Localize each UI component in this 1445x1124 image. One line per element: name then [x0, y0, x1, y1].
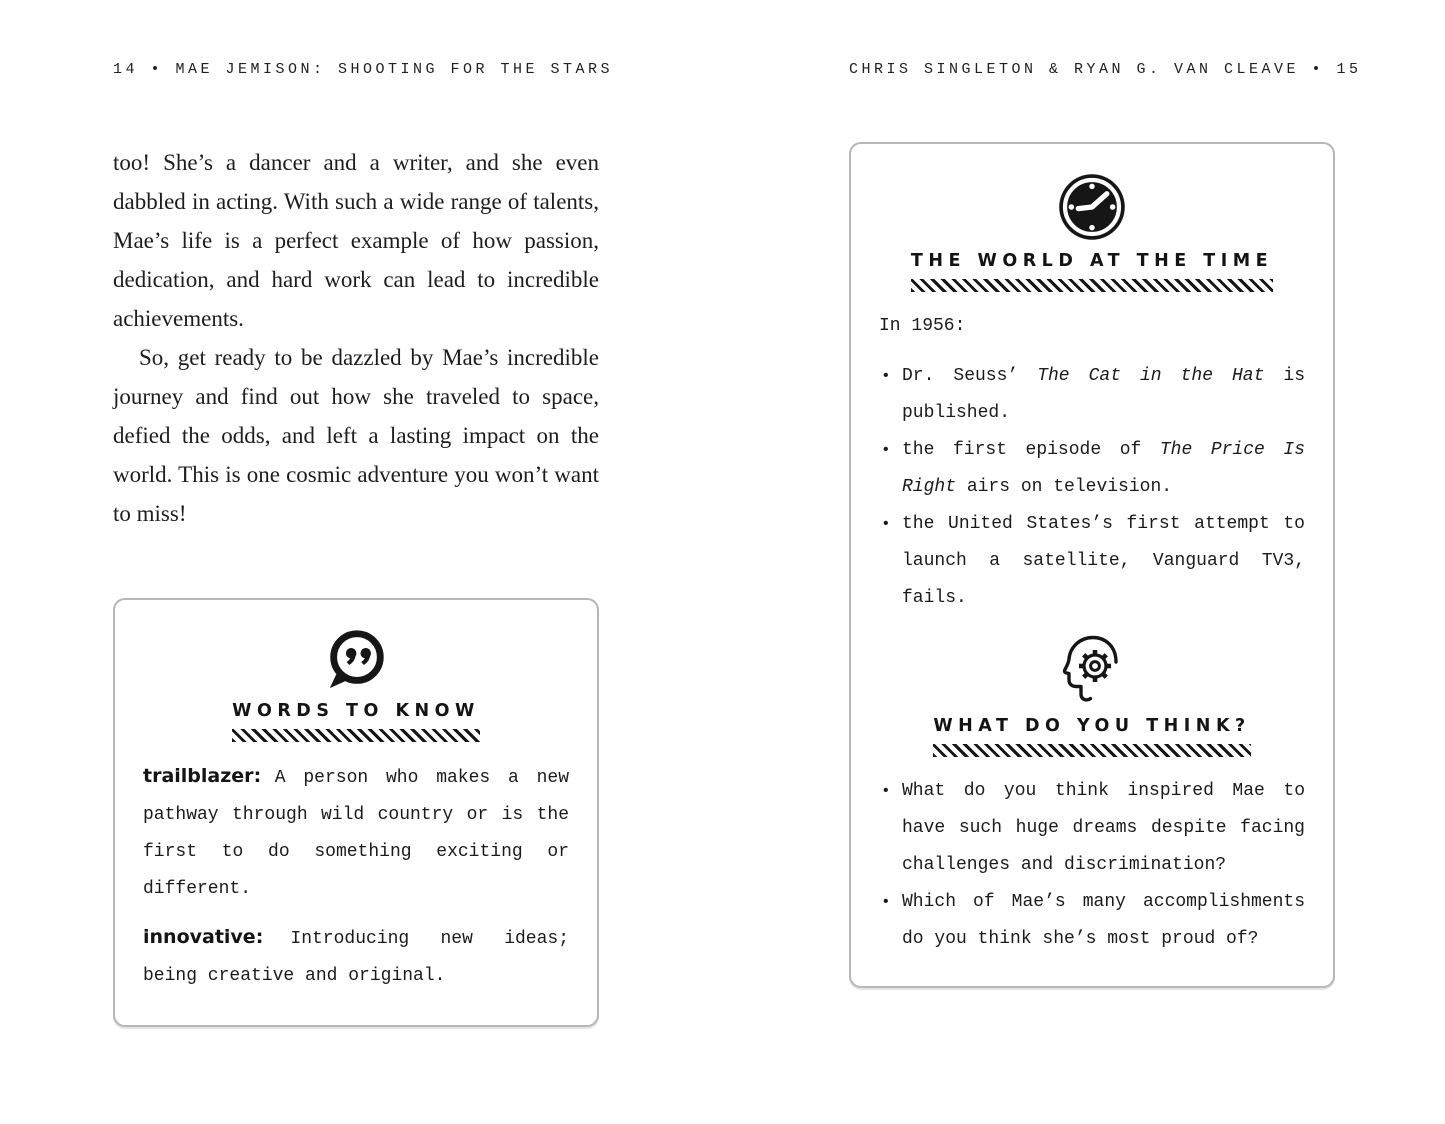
definition-entries — [143, 758, 569, 995]
world-section-icon-area — [879, 170, 1305, 244]
body-paragraph: too! She’s a dancer and a writer, and she even dabbled in acting. With such a wide range of talents, Mae’s life is a perfect example of how passion, dedication, and hard work can lead to incredible achievements. — [113, 150, 599, 331]
timeline-list — [879, 358, 1305, 617]
body-paragraph: So, get ready to be dazzled by Mae’s incredible journey and find out how she traveled to space, defied the odds, and left a lasting impact on the world. This is one cosmic adventure you won’t want to miss! — [113, 345, 599, 526]
box-title: WHAT DO YOU THINK? — [933, 716, 1251, 736]
discussion-question-list — [879, 773, 1305, 958]
term: trailblazer — [143, 765, 254, 787]
hatch-rule — [232, 729, 480, 742]
right-infobox — [849, 142, 1335, 988]
hatch-rule — [933, 744, 1250, 757]
box-title: THE WORLD AT THE TIME — [910, 251, 1274, 271]
bullet-marker: • — [881, 893, 891, 911]
list-item: • What do you think inspired Mae to have such huge dreams despite facing challenges and discrimination? — [879, 773, 1305, 884]
term: innovative — [143, 926, 256, 948]
bullet-marker: • — [881, 367, 891, 385]
page-left — [113, 60, 614, 1027]
list-item: • Which of Mae’s many accomplishments do you think she’s most proud of? — [879, 884, 1305, 958]
definition-entry — [143, 758, 569, 908]
body-text — [113, 143, 599, 533]
definition-entry — [143, 919, 569, 995]
term-separator: : — [255, 926, 291, 948]
list-item: • the United States’s first attempt to launch a satellite, Vanguard TV3, fails. — [879, 506, 1305, 617]
clock-icon — [1055, 170, 1129, 244]
running-head-right: CHRIS SINGLETON & RYAN G. VAN CLEAVE • 15 — [849, 61, 1362, 78]
speech-quote-icon — [322, 626, 390, 694]
definition: Introducing new ideas; being creative and original. — [143, 929, 570, 986]
page-right — [849, 60, 1362, 988]
think-section-heading — [879, 715, 1305, 757]
bullet-marker: • — [881, 515, 891, 533]
bullet-marker: • — [881, 441, 891, 459]
world-section-heading — [879, 250, 1305, 292]
box-title: WORDS TO KNOW — [232, 701, 480, 721]
term-separator: : — [253, 765, 275, 787]
list-item: • the first episode of The Price Is Right airs on television. — [879, 432, 1305, 506]
head-gear-icon — [1052, 631, 1132, 709]
words-box-icon-area — [143, 626, 569, 694]
definition: A person who makes a new pathway through wild country or is the first to do something exciting or different. — [143, 768, 569, 899]
what-do-you-think-section — [879, 631, 1305, 958]
words-box-heading — [143, 700, 569, 742]
think-section-icon-area — [879, 631, 1305, 709]
bullet-marker: • — [881, 782, 891, 800]
list-item: • Dr. Seuss’ The Cat in the Hat is published. — [879, 358, 1305, 432]
timeline-intro: In 1956: — [879, 316, 966, 336]
world-at-the-time-section — [879, 170, 1305, 617]
hatch-rule — [911, 279, 1273, 292]
words-to-know-box — [113, 598, 599, 1027]
running-head-left: 14 • MAE JEMISON: SHOOTING FOR THE STARS — [113, 61, 614, 78]
